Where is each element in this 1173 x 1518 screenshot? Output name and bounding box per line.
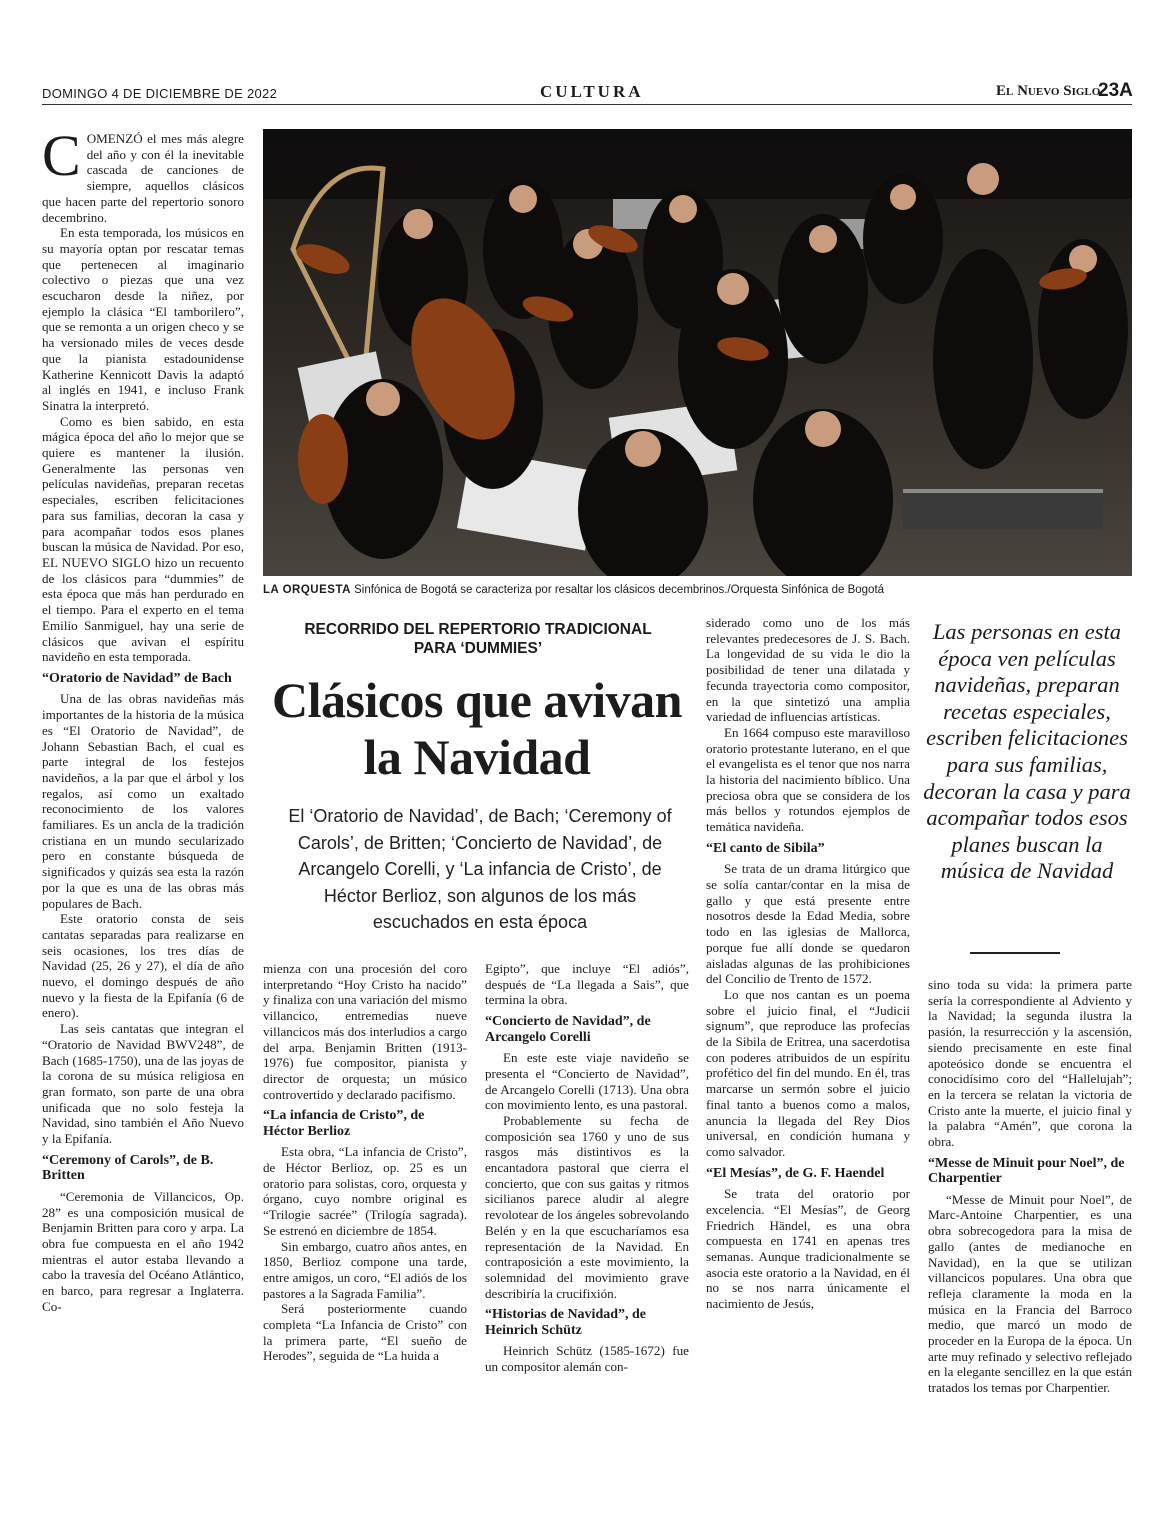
subheading-infancia: “La infancia de Cristo”, de Héctor Berlioz xyxy=(263,1108,425,1139)
paragraph: Lo que nos cantan es un poema sobre el juicio final, el “Judicii signum”, que reproduce las profecías de la Sibila de Eritrea, una sacerdotisa con poderes atribuidos de un espíritu profético del fin del mundo. En él, tras marcarse un sermón sobre el juicio final tanto a buenos como a malos, anuncia la llegada del Rey Dios universal, en condición humana y como salvador. xyxy=(706,986,910,1159)
paragraph: Una de las obras navideñas más importantes de la historia de la música es “El Oratorio de Navidad”, de Johann Sebastian Bach, el cual es parte integral de los festejos navideños, a la par que el árbol y los regalos, así como un exaltado reconocimiento de los valores familiares. Es un ancla de la tradición cristiana en un mundo secularizado pero en constante búsqueda de significados y quizás sea esta la razón por la que es una de las obras más populares de Bach. xyxy=(42,691,244,911)
article-column-1 xyxy=(42,123,244,1314)
paragraph: Será posteriormente cuando completa “La Infancia de Cristo” con la primera parte, “El sueño de Herodes”, seguida de “La huida a xyxy=(263,1301,467,1364)
article-column-3 xyxy=(485,961,689,1375)
pull-quote: Las personas en esta época ven películas navideñas, preparan recetas especiales, escriben felicitaciones para sus familias, decoran la casa y para acompañar todos esos planes buscan la música de Navidad xyxy=(923,619,1131,884)
paragraph: siderado como uno de los más relevantes predecesores de J. S. Bach. La longevidad de su vida le dio la posibilidad de tener una dilatada y fecunda trayectoria como compositor, en la que sintetizó una amplia variedad de influencias artísticas. xyxy=(706,615,910,725)
subheading-mesias: “El Mesías”, de G. F. Haendel xyxy=(706,1165,885,1181)
paragraph: Sin embargo, cuatro años antes, en 1850, Berlioz compone una tarde, entre amigos, un coro, “El adiós de los pastores a la Sagrada Familia”. xyxy=(263,1238,467,1301)
subheading-sibila: “El canto de Sibila” xyxy=(706,840,825,856)
masthead-section: CULTURA xyxy=(540,82,644,101)
paragraph: “Ceremonia de Villancicos, Op. 28” es una composición musical de Benjamin Britten para coro y arpa. La obra fue compuesta en el año 1942 mientras el autor estaba llevando a cabo la travesía del Océano Atlántico, en barco, para regresar a Inglaterra. Co- xyxy=(42,1188,244,1314)
article-column-2 xyxy=(263,961,467,1364)
paragraph: sino toda su vida: la primera parte sería la correspondiente al Adviento y la Navidad; la segunda ilustra la pasión, la resurrección y la ascensión, siendo precisamente en este final apoteósico donde se encuentra el conocidísimo coro del “Hallelujah”; en la tercera se relatan la victoria de Cristo ante la muerte, el juicio final y la palabra “Amén”, que corona la obra. xyxy=(928,977,1132,1150)
paragraph: mienza con una procesión del coro interpretando “Hoy Cristo ha nacido” y finaliza con una variación del mismo villancico, entremedias nueve villancicos más dos interludios a cargo del arpa. Benjamin Britten (1913-1976) fue compositor, pianista y director de orquesta; un músico controvertido y declarado pacifismo. xyxy=(263,961,467,1102)
paragraph: Heinrich Schütz (1585-1672) fue un compositor alemán con- xyxy=(485,1343,689,1375)
masthead-page-number: 23A xyxy=(1098,80,1133,101)
paragraph: Probablemente su fecha de composición sea 1760 y uno de sus rasgos más distintivos es la encantadora pastoral que cierra el concierto, que con sus gaitas y ritmos sicilianos parece aludir al alegre revolotear de los ángeles sobrevolando Belén y en la que escucharíamos esa representación de la Navidad. En contraposición a este movimiento, la solemnidad del movimiento grave describiría la crucifixión. xyxy=(485,1112,689,1301)
masthead-rule xyxy=(42,104,1132,105)
lead-paragraph: COMENZÓ el mes más alegre del año y con él la inevitable cascada de canciones de siempre, aquellos clásicos que hacen parte del repertorio sonoro decembrino. xyxy=(42,123,244,225)
paragraph: Se trata de un drama litúrgico que se solía cantar/contar en la misa de gallo y que está presente entre nosotros desde la Edad Media, sobre todo en las iglesias de Mallorca, porque fue allí donde se quedaron aisladas algunas de las prohibiciones del Concilio de Trento de 1572. xyxy=(706,861,910,987)
masthead-date: DOMINGO 4 DE DICIEMBRE DE 2022 xyxy=(42,86,278,101)
article-headline: Clásicos que avivan la Navidad xyxy=(271,672,682,785)
paragraph: Este oratorio consta de seis cantatas separadas para realizarse en seis ocasiones, los tres días de Navidad (25, 26 y 27), el día de año nuevo, el domingo después de año nuevo y la fiesta de la Epifanía (6 de enero). xyxy=(42,911,244,1021)
subheading-ceremony: “Ceremony of Carols”, de B. Britten xyxy=(42,1152,214,1184)
subheading-charpentier: “Messe de Minuit pour Noel”, de Charpentier xyxy=(928,1155,1125,1187)
caption-lead: LA ORQUESTA xyxy=(263,584,351,596)
caption-text: Sinfónica de Bogotá se caracteriza por resaltar los clásicos decembrinos./Orquesta Sinfónica de Bogotá xyxy=(350,584,885,596)
article-column-5 xyxy=(928,977,1132,1396)
paragraph: En este este viaje navideño se presenta el “Concierto de Navidad”, de Arcangelo Corelli (1713). Una obra con movimiento lento, es una pastoral. xyxy=(485,1050,689,1113)
paragraph: Como es bien sabido, en esta mágica época del año lo mejor que se quiere es mantener la ilusión. Generalmente las personas ven películas navideñas, preparan recetas especiales, escriben felicitaciones para sus familias, decoran la casa y para acompañar todos esos planes buscan la música de Navidad. Por eso, EL NUEVO SIGLO hizo un recuento de los clásicos para “dummies” de esta época que más han perdurado en el tiempo. Para el experto en el tema Emilio Sanmiguel, hay una serie de clásicos que avivan el espíritu navideño en esta temporada. xyxy=(42,413,244,665)
paragraph: En esta temporada, los músicos en su mayoría optan por rescatar temas que pertenecen al imaginario colectivo o piezas que una vez escucharon desde la niñez, por ejemplo la clásica “El tamborilero”, que se remonta a un origen checo y se ha versionado miles de veces desde que la pianista estadounidense Katherine Kennicott Davis la adaptó al inglés en 1941, e incluso Frank Sinatra la interpretó. xyxy=(42,225,244,413)
subheading-oratorio: “Oratorio de Navidad” de Bach xyxy=(42,670,232,686)
paragraph: Se trata del oratorio por excelencia. “El Mesías”, de Georg Friedrich Händel, es una obra compuesta en 1741 en apenas tres semanas. Aunque tradicionalmente se asocia este oratorio a la Navidad, en él no se nos narra únicamente el nacimiento de Jesús, xyxy=(706,1186,910,1312)
pull-quote-rule xyxy=(970,952,1060,954)
subheading-schutz: “Historias de Navidad”, de Heinrich Schütz xyxy=(485,1307,647,1338)
masthead-paper-name: El Nuevo Siglo xyxy=(996,83,1101,99)
paragraph: Esta obra, “La infancia de Cristo”, de Héctor Berlioz, op. 25 es un oratorio para solistas, coro, orquesta y órgano, cuyo nombre original es “Trilogie sacrée” (Trilogía sagrada). Se estrenó en diciembre de 1854. xyxy=(263,1144,467,1238)
paragraph: Egipto”, que incluye “El adiós”, después de “La llegada a Sais”, que termina la obra. xyxy=(485,961,689,1008)
subheading-corelli: “Concierto de Navidad”, de Arcangelo Corelli xyxy=(485,1014,651,1045)
article-deck: El ‘Oratorio de Navidad’, de Bach; ‘Ceremony of Carols’, de Britten; ‘Concierto de Navidad’, de Arcangelo Corelli, y ‘La infancia de Cristo’, de Héctor Berlioz, son algunos de los más escuchados en esta época xyxy=(288,806,672,932)
drop-cap: C xyxy=(42,123,81,188)
photo-caption xyxy=(263,584,1132,596)
paragraph: Las seis cantatas que integran el “Oratorio de Navidad BWV248”, de Bach (1685-1750), una de las joyas de la corona de su música religiosa en gran formato, son parte de una obra unificada que no solo festeja la Navidad, sino también el Año Nuevo y la Epifanía. xyxy=(42,1021,244,1147)
article-column-4 xyxy=(706,615,910,1312)
article-kicker: RECORRIDO DEL REPERTORIO TRADICIONAL PARA ‘DUMMIES’ xyxy=(304,621,652,657)
paragraph: En 1664 compuso este maravilloso oratorio protestante luterano, en el que el evangelista es el tenor que nos narra la historia del nacimiento bíblico. Una preciosa obra que se considera de los más bellos y rotundos ejemplos de temática navideña. xyxy=(706,724,910,835)
orchestra-photo xyxy=(263,129,1132,576)
paragraph: “Messe de Minuit pour Noel”, de Marc-Antoine Charpentier, es una obra sobrecogedora para la misa de gallo (antes de medianoche en Navidad), en la que se utilizan villancicos populares. Una obra que refleja claramente la moda en la música en la Francia del Barroco medio, que marcó un modo de proceder en la Europa de la época. Un arte muy refinado y selectivo reflejado en la elegante sencillez en la que están tratados los temas por Charpentier. xyxy=(928,1191,1132,1396)
